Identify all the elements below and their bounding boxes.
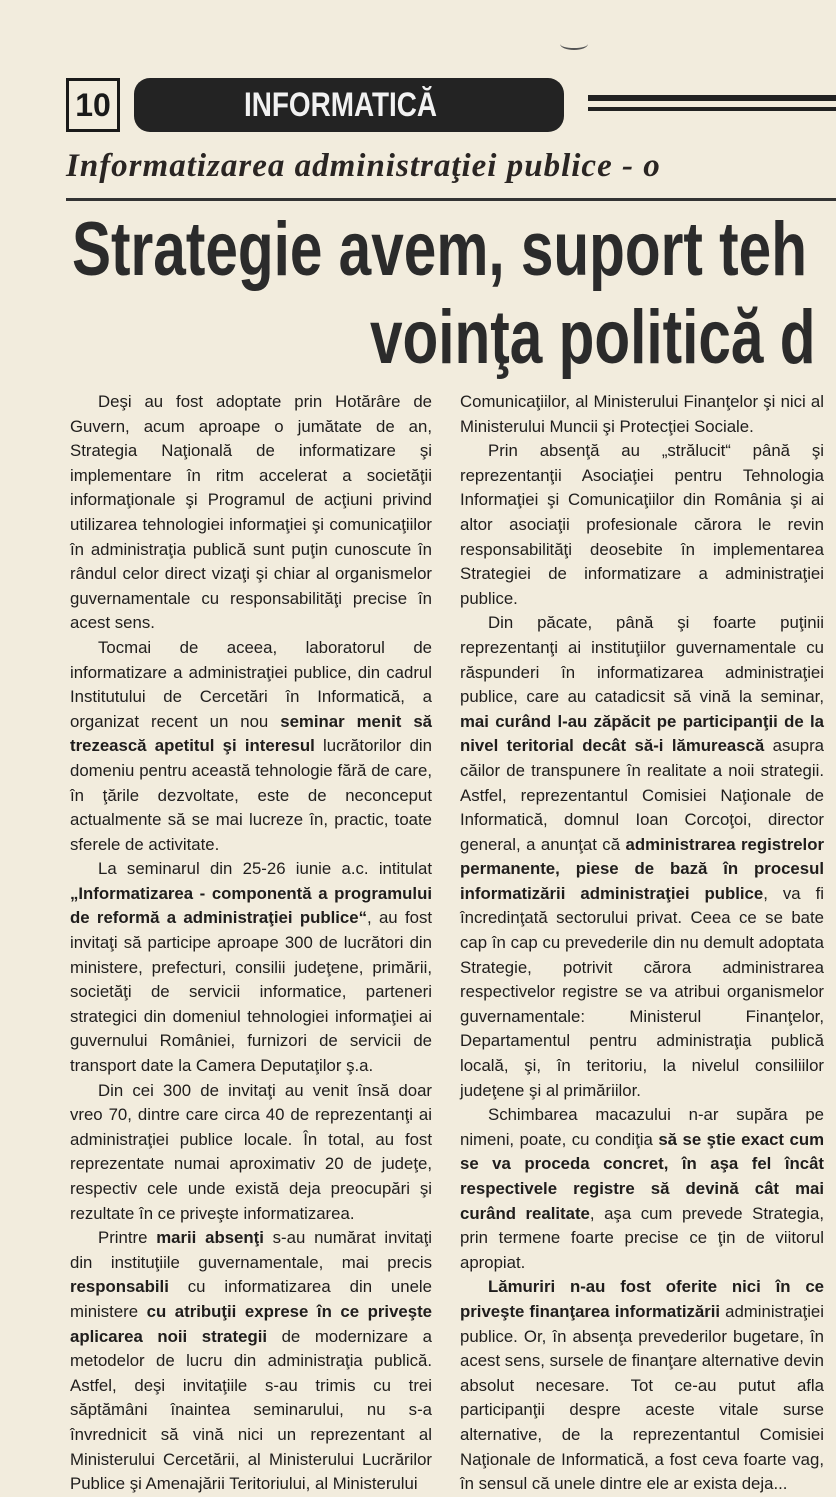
- paragraph: La seminarul din 25-26 iunie a.c. intitulat „Informatizarea - componentă a programului de reformă a administraţiei publice“, au fost invitaţi să participe aproape 300 de lucrători din ministere, prefecturi, consilii judeţene, primării, societăţi de servicii informatice, parteneri strategici din domeniul tehnologiei informaţiei ai guvernului României, furnizori de servicii de transport date la Camera Deputaţilor ş.a.: [70, 859, 432, 1076]
- header-rule: [588, 95, 836, 111]
- paragraph: Comunicaţiilor, al Ministerului Finanţelor şi nici al Ministerului Muncii şi Protecţiei Sociale.: [460, 392, 824, 436]
- paragraph: Prin absenţă au „strălucit“ până şi reprezentanţii Asociaţiei pentru Tehnologia Informaţiei şi Comunicaţiilor din România şi ai altor asociaţii profesionale cărora le revin responsabilităţi deosebite în implementarea Strategiei de informatizare a administraţiei publice.: [460, 441, 824, 608]
- paragraph: Din cei 300 de invitaţi au venit însă doar vreo 70, dintre care circa 40 de reprezentanţi ai administraţiei publice locale. În total, au fost reprezentate numai aproximativ 20 de judeţe, respectiv cele unde există deja preocupări şi rezultate în ce priveşte informatizarea.: [70, 1080, 432, 1223]
- article-column-right: [460, 390, 824, 1497]
- headline-line-1: Strategie avem, suport teh: [72, 207, 807, 292]
- paragraph: Printre marii absenţi s-au numărat invitaţi din instituţiile guvernamentale, mai precis responsabili cu informatizarea din unele ministere cu atribuţii exprese în ce priveşte aplicarea noii strategii de modernizare a metodelor de lucru din administraţia publică. Astfel, deşi invitaţiile s-au trimis cu trei săptămâni înaintea seminarului, nu s-a învrednicit să vină nici un reprezentant al Ministerului Cercetării, al Ministerului Lucrărilor Publice şi Amenajării Teritoriului, al Ministerului: [70, 1228, 432, 1494]
- paragraph: Deşi au fost adoptate prin Hotărâre de Guvern, acum aproape o jumătate de an, Strategia Naţională de informatizare şi implementare în ritm accelerat a societăţii informaţionale şi Programul de acţiuni privind utilizarea tehnologiei informaţiei şi comunicaţiilor în administraţia publică sunt puţin cunoscute în rândul celor direct vizaţi şi chiar al organismelor guvernamentale cu responsabilităţi precise în acest sens.: [70, 392, 432, 633]
- paper-fold-mark: [560, 38, 588, 50]
- article-column-left: [70, 390, 432, 1497]
- paragraph: Din păcate, până şi foarte puţinii reprezentanţi ai instituţiilor guvernamentale cu răspunderi în informatizarea administraţiei publice, care au catadicsit să vină la seminar, mai curând l-au zăpăcit pe participanţii de la nivel teritorial decât să-i lămurească asupra căilor de transpunere în realitate a noii strategii. Astfel, reprezentantul Comisiei Naţionale de Informatică, domnul Ioan Corcoţoi, director general, a anunţat că administrarea registrelor permanente, piese de bază în procesul informatizării administraţiei publice, va fi încredinţată sectorului privat. Ceea ce se bate cap în cap cu prevederile din nu demult adoptata Strategie, potrivit cărora administrarea respectivelor registre se va atribui organismelor guvernamentale: Ministerul Finanţelor, Departamentul pentru administraţia publică locală, şi, în teritoriu, la nivelul consiliilor judeţene şi al primăriilor.: [460, 613, 824, 1100]
- section-banner: [134, 78, 564, 132]
- page-number: 10: [66, 78, 120, 132]
- section-label: INFORMATICĂ: [244, 86, 438, 124]
- article-kicker: Informatizarea administraţiei publice - o: [66, 148, 661, 184]
- headline-line-2: voinţa politică d: [370, 295, 816, 380]
- paragraph: Schimbarea macazului n-ar supăra pe nimeni, poate, cu condiţia să se ştie exact cum se va proceda concret, în aşa fel încât respectivele registre să devină cât mai curând realitate, aşa cum prevede Strategia, prin termene foarte precise ce ţin de viitorul apropiat.: [460, 1105, 825, 1272]
- paragraph: Tocmai de aceea, laboratorul de informatizare a administraţiei publice, din cadrul Institutului de Cercetări în Informatică, a organizat recent un nou seminar menit să trezească apetitul şi interesul lucrătorilor din domeniu pentru această tehnologie fără de care, în ţările dezvoltate, este de neconceput actualmente să se mai lucreze în, practic, toate sferele de activitate.: [70, 637, 432, 854]
- kicker-rule: [66, 198, 836, 201]
- paragraph: Lămuriri n-au fost oferite nici în ce priveşte finanţarea informatizării administraţiei publice. Or, în absenţa prevederilor bugetare, în acest sens, sursele de finanţare alternative devin absolut necesare. Tot ce-au putut afla participanţii despre aceste vitale surse alternative, de la reprezentantul Comisiei Naţionale de Informatică, a fost ceva foarte vag, în sensul că unele dintre ele ar exista deja...: [460, 1277, 824, 1494]
